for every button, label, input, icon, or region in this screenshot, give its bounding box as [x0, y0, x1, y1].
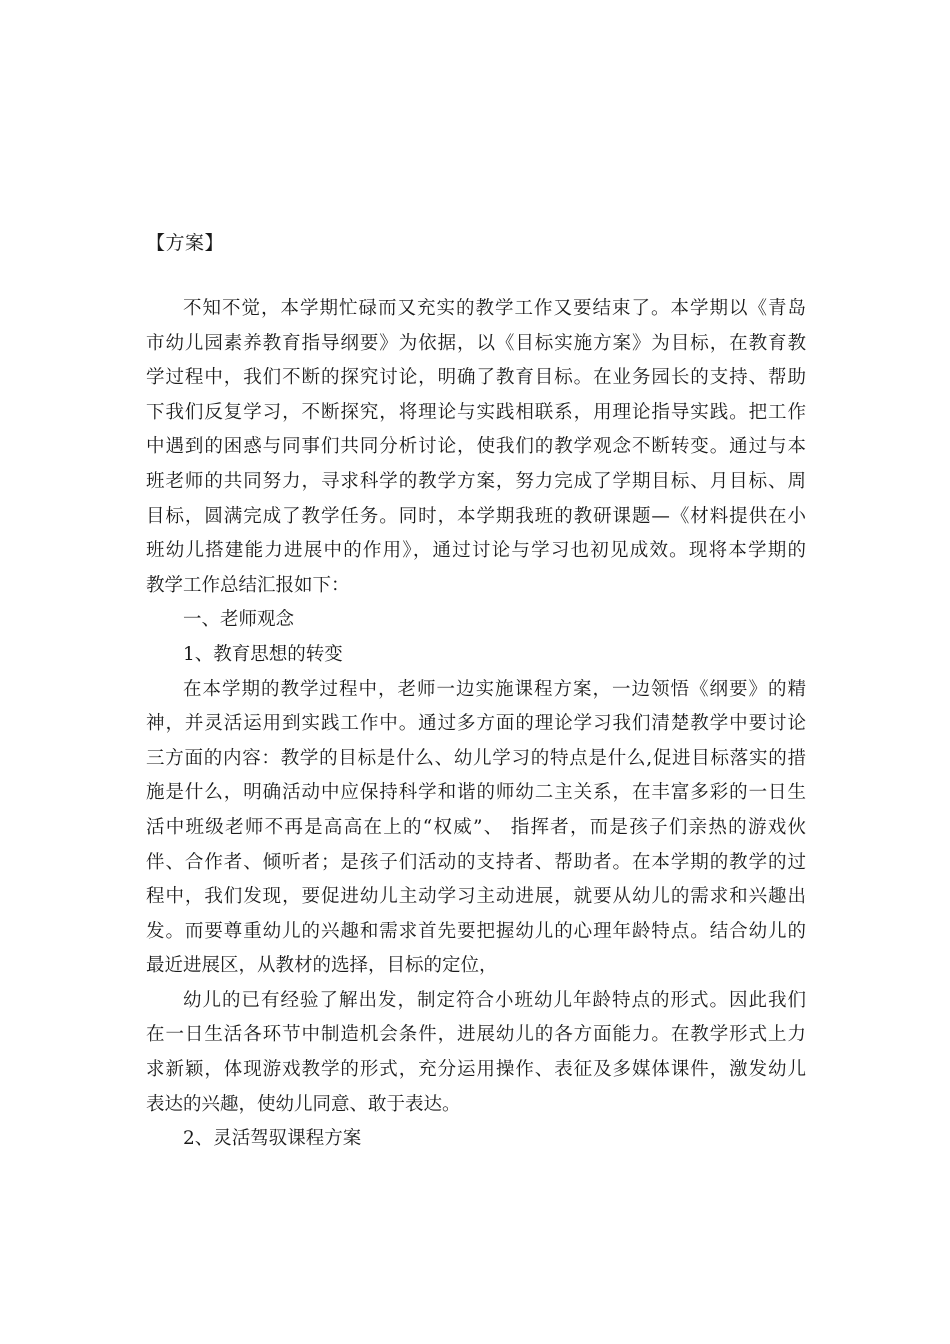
paragraph-line: 2、灵活驾驭课程方案: [183, 1128, 362, 1150]
document-body: [146, 292, 806, 1157]
paragraph-line: 学过程中，我们不断的探究讨论，明确了教育目标。在业务园长的支持、帮助: [146, 367, 806, 389]
paragraph-line: 最近进展区，从教材的选择，目标的定位，: [146, 955, 498, 977]
paragraph-line: 1、教育思想的转变: [183, 643, 343, 665]
paragraph-line: 一、老师观念: [183, 609, 295, 631]
paragraph-line: 市幼儿园素养教育指导纲要》为依据，以《目标实施方案》为目标，在教育教: [146, 332, 806, 354]
paragraph-line: 施是什么，明确活动中应保持科学和谐的师幼二主关系，在丰富多彩的一日生: [146, 782, 806, 804]
paragraph-line: 幼儿的已有经验了解出发，制定符合小班幼儿年龄特点的形式。因此我们: [183, 989, 806, 1011]
paragraph-line: 中遇到的困惑与同事们共同分析讨论，使我们的教学观念不断转变。通过与本: [146, 436, 806, 458]
paragraph-line: 目标，圆满完成了教学任务。同时，本学期我班的教研课题—《材料提供在小: [146, 505, 806, 527]
paragraph-line: 不知不觉，本学期忙碌而又充实的教学工作又要结束了。本学期以《青岛: [183, 298, 806, 319]
paragraph-line: 程中，我们发现，要促进幼儿主动学习主动进展，就要从幼儿的需求和兴趣出: [146, 886, 806, 908]
document-heading: 【方案】: [146, 232, 225, 254]
paragraph-line: 表达的兴趣，使幼儿同意、敢于表达。: [146, 1093, 461, 1115]
paragraph-line: 神，并灵活运用到实践工作中。通过多方面的理论学习我们清楚教学中要讨论: [146, 713, 806, 735]
paragraph-line: 伴、合作者、倾听者；是孩子们活动的支持者、帮助者。在本学期的教学的过: [146, 851, 806, 873]
paragraph-line: 教学工作总结汇报如下：: [146, 574, 350, 596]
paragraph-line: 班老师的共同努力，寻求科学的教学方案，努力完成了学期目标、月目标、周: [146, 470, 806, 492]
paragraph-line: 班幼儿搭建能力进展中的作用》，通过讨论与学习也初见成效。现将本学期的: [146, 540, 806, 562]
paragraph-line: 求新颖，体现游戏教学的形式，充分运用操作、表征及多媒体课件，激发幼儿: [146, 1059, 806, 1081]
paragraph-line: 在一日生活各环节中制造机会条件，进展幼儿的各方面能力。在教学形式上力: [146, 1024, 806, 1046]
paragraph-line: 发。而要尊重幼儿的兴趣和需求首先要把握幼儿的心理年龄特点。结合幼儿的: [146, 920, 806, 942]
paragraph-line: 三方面的内容：教学的目标是什么、幼儿学习的特点是什么,促进目标落实的措: [146, 747, 806, 769]
paragraph-line: 下我们反复学习，不断探究，将理论与实践相联系，用理论指导实践。把工作: [146, 401, 806, 423]
paragraph-line: 活中班级老师不再是高高在上的“权威”、 指挥者，而是孩子们亲热的游戏伙: [146, 816, 806, 838]
paragraph-line: 在本学期的教学过程中，老师一边实施课程方案，一边领悟《纲要》的精: [183, 678, 806, 700]
